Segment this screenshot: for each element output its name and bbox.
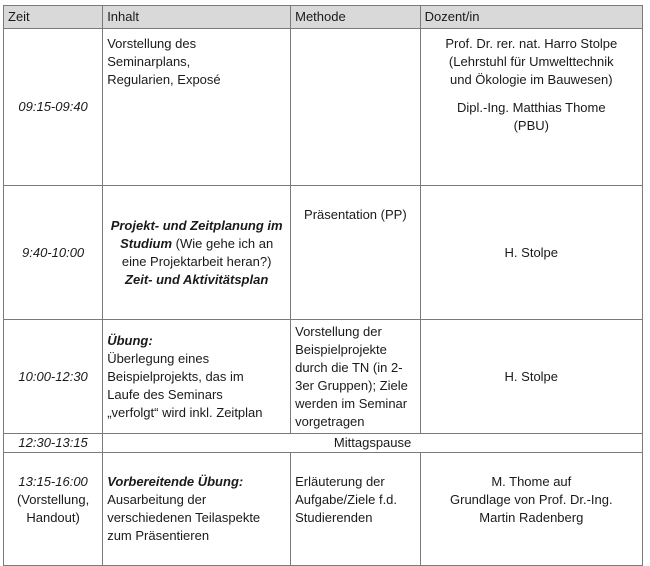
- time-cell: 12:30-13:15: [4, 434, 103, 453]
- content-line: verschiedenen Teilaspekte: [107, 510, 261, 525]
- content-bold-inline: Studium: [120, 235, 173, 251]
- method-cell: Präsentation (PP): [291, 186, 420, 320]
- method-line: Vorstellung der: [295, 323, 382, 339]
- lecturer-cell: [420, 29, 642, 186]
- table-row: [4, 453, 643, 566]
- method-line: werden im Seminar: [295, 395, 408, 411]
- method-line: durch die TN (in 2-: [295, 359, 403, 375]
- lecturer-line: Grundlage von Prof. Dr.-Ing.: [450, 492, 613, 507]
- schedule-container: [3, 5, 643, 566]
- table-row: [4, 29, 643, 186]
- content-line: Laufe des Seminars: [107, 386, 223, 402]
- lecturer-line: und Ökologie im Bauwesen): [450, 72, 613, 87]
- method-line: vorgetragen: [295, 413, 365, 429]
- method-line: Studierenden: [295, 510, 373, 525]
- method-cell: [291, 453, 420, 566]
- time-note-line: Handout): [26, 510, 80, 525]
- content-cell: [103, 186, 291, 320]
- header-zeit: Zeit: [4, 6, 103, 29]
- lecturer-line: M. Thome auf: [491, 474, 572, 489]
- content-line: Vorstellung des: [107, 36, 197, 51]
- time-cell: [4, 453, 103, 566]
- content-line: eine Projektarbeit heran?): [121, 253, 272, 269]
- content-line: zum Präsentieren: [107, 528, 210, 543]
- content-inline: (Wie gehe ich an: [172, 235, 274, 251]
- content-cell: [103, 320, 291, 434]
- table-row: [4, 434, 643, 453]
- time-cell: 09:15-09:40: [4, 29, 103, 186]
- lecturer-line: Martin Radenberg: [479, 510, 584, 525]
- content-bold-line: Übung:: [107, 332, 153, 348]
- header-dozent: Dozent/in: [420, 6, 642, 29]
- content-line: „verfolgt“ wird inkl. Zeitplan: [107, 404, 263, 420]
- lecturer-line: Prof. Dr. rer. nat. Harro Stolpe: [445, 36, 618, 51]
- content-cell: [103, 29, 291, 186]
- method-line: Erläuterung der: [295, 474, 385, 489]
- lecturer-line: (Lehrstuhl für Umwelttechnik: [448, 54, 614, 69]
- time-cell: 9:40-10:00: [4, 186, 103, 320]
- lunch-break-cell: Mittagspause: [103, 434, 643, 453]
- lecturer-line: (PBU): [513, 118, 549, 133]
- table-row: [4, 186, 643, 320]
- content-line: Ausarbeitung der: [107, 492, 207, 507]
- method-line: 3er Gruppen); Ziele: [295, 377, 408, 393]
- header-methode: Methode: [291, 6, 420, 29]
- table-row: [4, 320, 643, 434]
- method-line: Beispielprojekte: [295, 341, 387, 357]
- lecturer-cell: H. Stolpe: [420, 320, 642, 434]
- method-cell: [291, 29, 420, 186]
- content-bold-line: Projekt- und Zeitplanung im: [110, 217, 283, 233]
- lecturer-cell: H. Stolpe: [420, 186, 642, 320]
- method-line: Aufgabe/Ziele f.d.: [295, 492, 398, 507]
- method-cell: [291, 320, 420, 434]
- content-line: Regularien, Exposé: [107, 72, 221, 87]
- time-cell: 10:00-12:30: [4, 320, 103, 434]
- content-line: Seminarplans,: [107, 54, 191, 69]
- seminar-schedule-table: [3, 5, 643, 566]
- table-header-row: [4, 6, 643, 29]
- lecturer-line: Dipl.-Ing. Matthias Thome: [456, 100, 606, 115]
- header-inhalt: Inhalt: [103, 6, 291, 29]
- time-line: 13:15-16:00: [18, 474, 88, 489]
- lecturer-cell: [420, 453, 642, 566]
- content-line: Überlegung eines: [107, 350, 210, 366]
- content-line: Beispielprojekts, das im: [107, 368, 244, 384]
- time-note-line: (Vorstellung,: [16, 492, 90, 507]
- content-cell: [103, 453, 291, 566]
- content-bold-line: Zeit- und Aktivitätsplan: [125, 271, 269, 287]
- content-bold-line: Vorbereitende Übung:: [107, 474, 244, 489]
